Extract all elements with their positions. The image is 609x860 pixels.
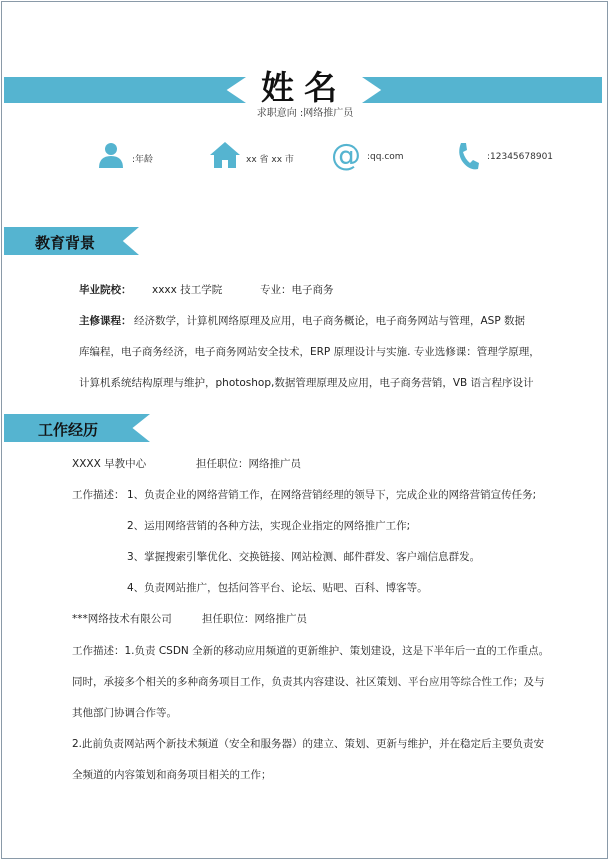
job-desc-line: 工作描述：1.负责 CSDN 全新的移动应用频道的更新维护、策划建设，这是下半年后一直的工作重点。	[72, 645, 550, 657]
phone-icon	[455, 141, 481, 175]
courses-line: 经济数学，计算机网络原理及应用，电子商务概论，电子商务网站与管理，ASP 数据	[134, 315, 526, 327]
candidate-name: 姓名	[261, 68, 347, 107]
education-section-title: 教育背景	[35, 234, 96, 252]
job-desc-label: 工作描述：	[72, 489, 125, 501]
phone-text: :12345678901	[487, 152, 554, 162]
job-desc-line: 3、掌握搜索引擎优化、交换链接、网站检测、邮件群发、客户端信息群发。	[127, 551, 481, 563]
at-icon	[330, 139, 362, 175]
age-text: :年龄	[132, 155, 154, 165]
job-desc-line: 2.此前负责网站两个新技术频道（安全和服务器）的建立、策划、更新与维护，并在稳定后主要负责安	[72, 738, 545, 750]
home-icon	[209, 141, 241, 173]
job-company: ***网络技术有限公司	[72, 613, 172, 625]
courses-line: 计算机系统结构原理与维护，photoshop,数据管理原理及应用，电子商务营销，VB 语言程序设计	[79, 377, 534, 389]
title-ribbon-left	[4, 77, 246, 103]
job-intent: 求职意向 :网络推广员	[256, 108, 354, 119]
major-text: 专业：电子商务	[260, 284, 334, 296]
job-desc-line: 1、负责企业的网络营销工作，在网络营销经理的领导下，完成企业的网络营销宣传任务;	[127, 489, 537, 501]
person-icon	[97, 141, 125, 173]
work-section-title: 工作经历	[38, 421, 99, 439]
job-desc-line: 2、运用网络营销的各种方法，实现企业指定的网络推广工作;	[127, 520, 411, 532]
svg-text:@: @	[331, 139, 361, 171]
courses-line: 库编程，电子商务经济，电子商务网站安全技术，ERP 原理设计与实施. 专业选修课：管理学原理，	[79, 346, 540, 358]
job-position: 担任职位：网络推广员	[202, 613, 307, 625]
job-company: XXXX 早教中心	[72, 458, 147, 470]
job-position: 担任职位：网络推广员	[196, 458, 301, 470]
job-desc-line: 同时，承接多个相关的多种商务项目工作，负责其内容建设、社区策划、平台应用等综合性工作；及与	[72, 676, 545, 688]
title-ribbon-right	[362, 77, 602, 103]
email-text: :qq.com	[367, 152, 404, 162]
courses-label: 主修课程：	[79, 315, 132, 327]
job-desc-line: 其他部门协调合作等。	[72, 707, 177, 719]
job-desc-line: 4、负责网站推广，包括问答平台、论坛、贴吧、百科、博客等。	[127, 582, 428, 594]
school-label: 毕业院校：	[79, 284, 132, 296]
job-desc-line: 全频道的内容策划和商务项目相关的工作；	[72, 769, 272, 781]
location-text: xx 省 xx 市	[246, 155, 294, 165]
school-name: xxxx 技工学院	[152, 284, 223, 296]
